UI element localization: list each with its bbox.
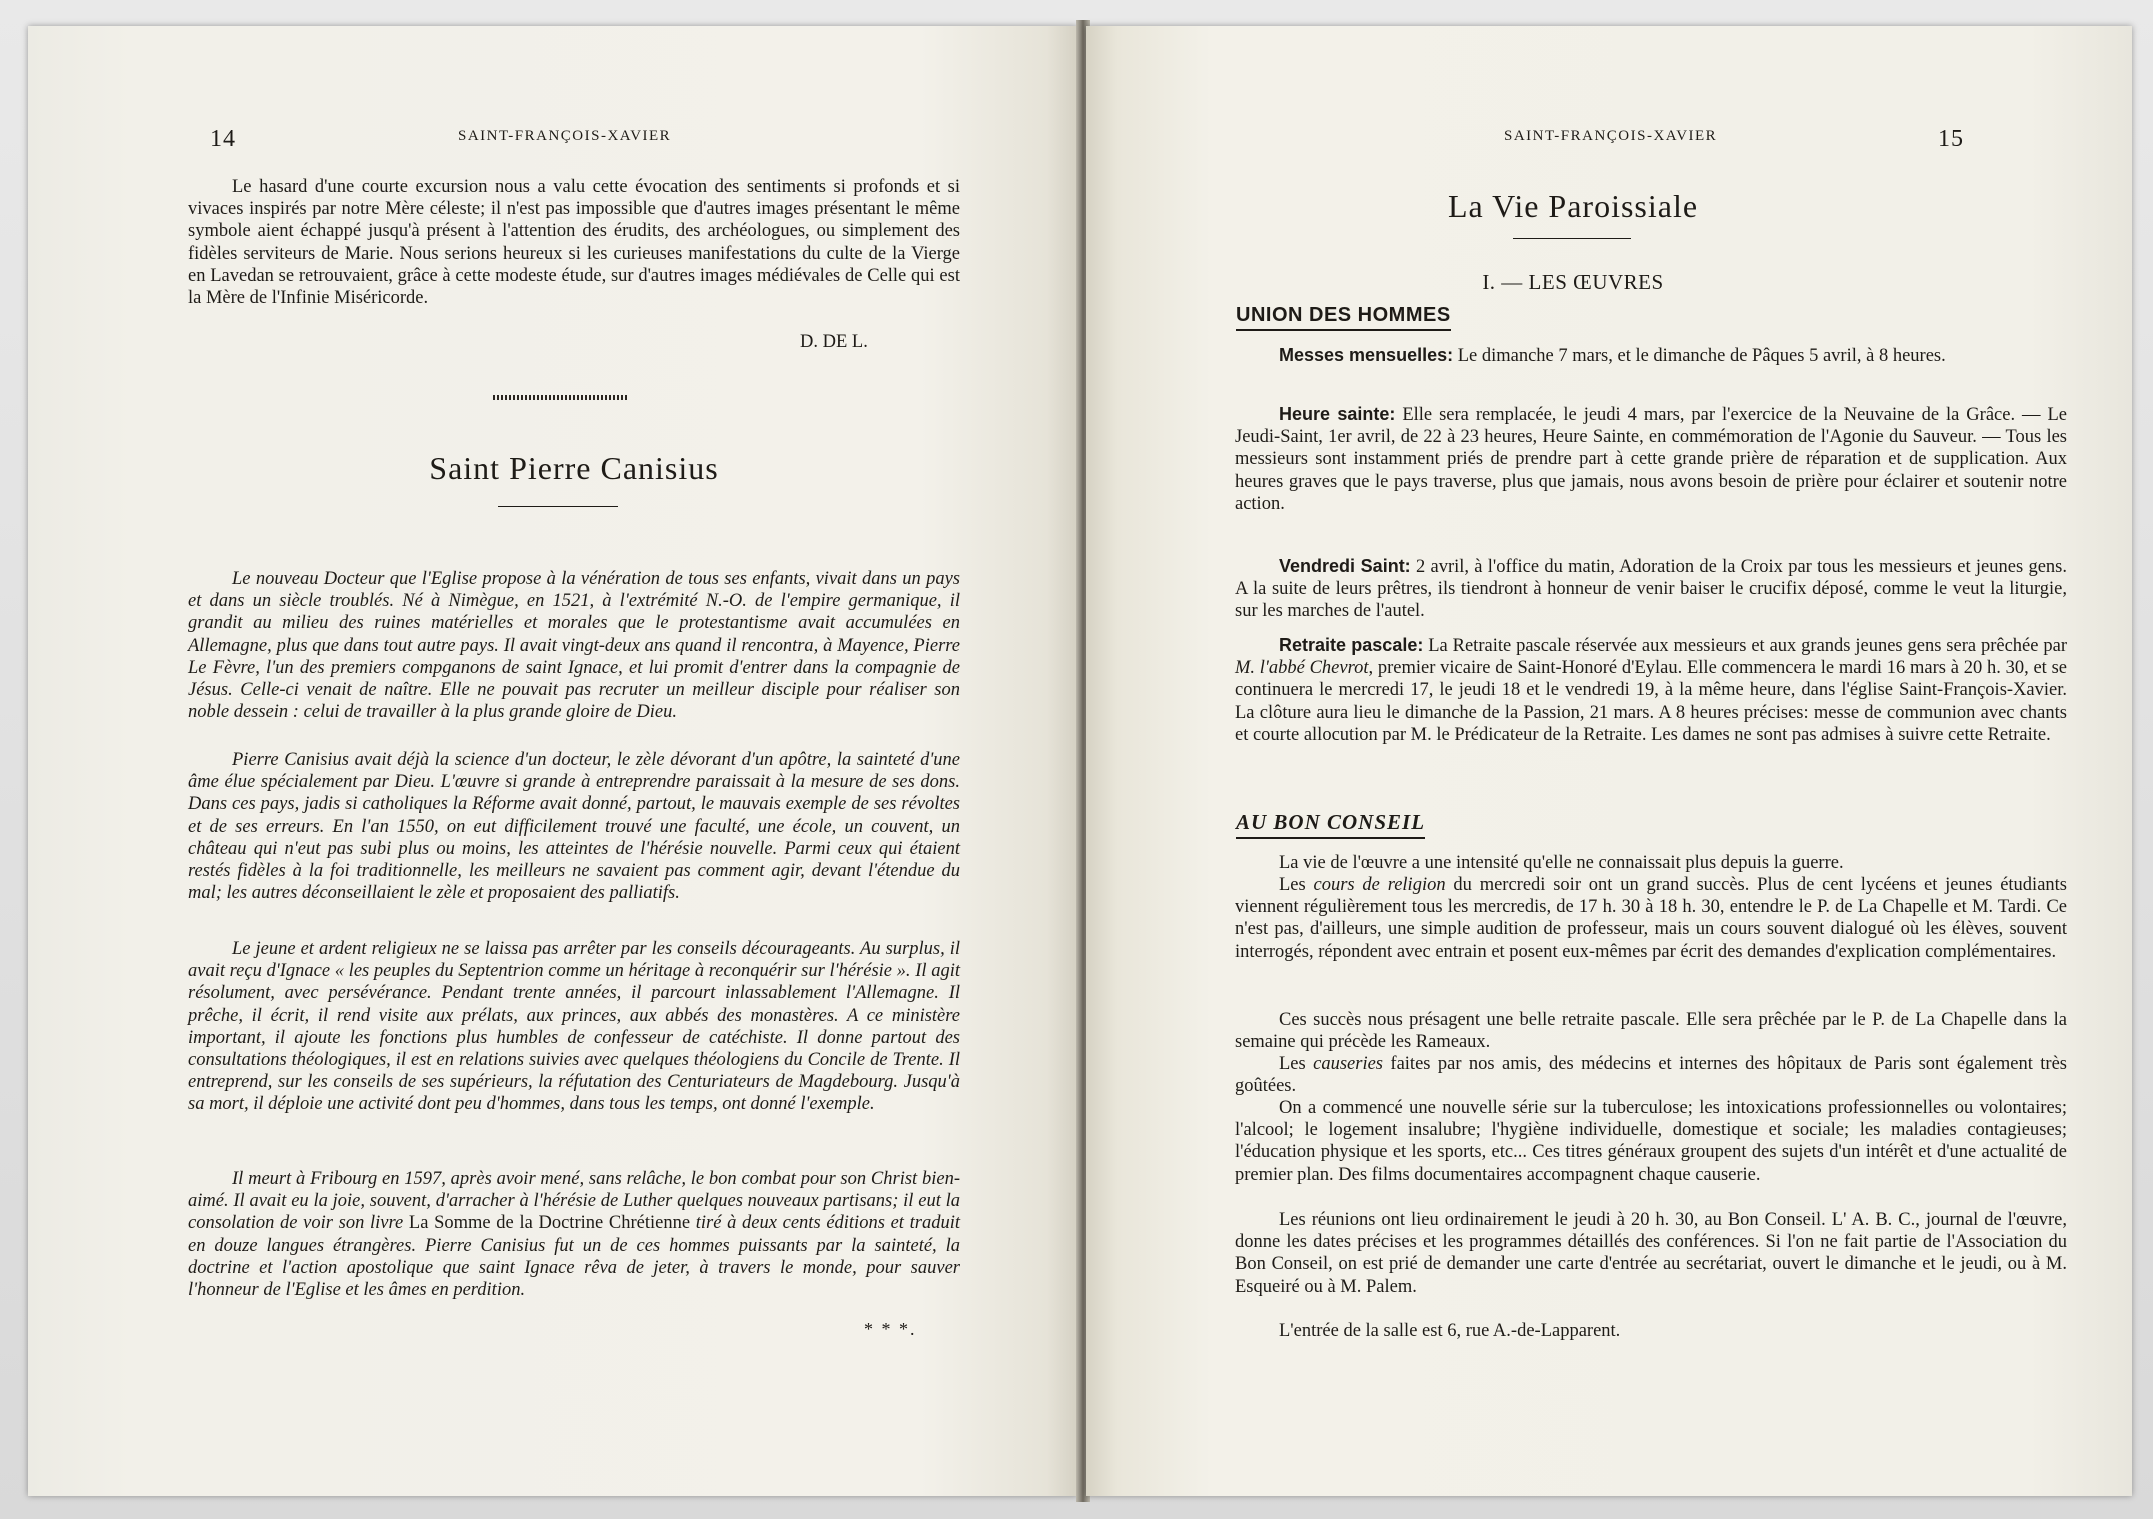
right-page <box>1086 26 2132 1496</box>
conseil-paragraph-5: On a commencé une nouvelle série sur la tuberculose; les intoxications professionnelles ou volontaires; l'alcool; le logement insalubre; l'hygiène individuelle, domestique et sociale; les maladies contagieuses; l'éducation physique et les sports, etc... Ces titres généraux groupent des sujets d'un intérêt et d'une actualité de premier plan. Des films documentaires accompagnent chaque causerie. <box>1235 1098 2067 1185</box>
paragraph-text: Il meurt à Fribourg en 1597, après avoir mené, sans relâche, le bon combat pour son Christ bien-aimé. Il avait eu la joie, souvent, d'arracher à l'hérésie de Luther quelques nouveaux partisans; il eut la consolation de voir son livre <box>188 1169 960 1234</box>
messes-paragraph <box>1235 344 2067 367</box>
union-des-hommes-heading: UNION DES HOMMES <box>1236 304 1451 331</box>
paragraph-text: Les <box>1279 1054 1314 1074</box>
article-title: Saint Pierre Canisius <box>429 450 719 486</box>
conseil-paragraph-1: La vie de l'œuvre a une intensité qu'elle ne connaissait plus depuis la guerre. <box>1279 853 1844 873</box>
retraite-label: Retraite pascale: <box>1279 635 1424 655</box>
paragraph-text: Les <box>1279 875 1314 895</box>
running-head: SAINT-FRANÇOIS-XAVIER <box>458 128 672 144</box>
vendredi-saint-paragraph <box>1235 555 2067 623</box>
article-paragraph-2: Pierre Canisius avait déjà la science d'un docteur, le zèle dévorant d'un apôtre, la sainteté d'une âme élue spécialement par Dieu. L'œuvre si grande à entreprendre paraissait à la mesure de ses dons. Dans ces pays, jadis si catholiques la Réforme avait donné, partout, le mauvais exemple de ses révoltes et de ses erreurs. En l'an 1550, on eut difficilement trouvé une faculté, une école, un couvent, un château qui n'eut pas subi plus ou moins, les atteintes de l'hérésie nouvelle. Parmi ceux qui étaient restés fidèles à la foi traditionnelle, les meilleurs ne savaient pas comment agir, devant l'étendue du mal; les autres déconseillaient le zèle et proposaient des palliatifs. <box>188 750 960 904</box>
courses-label: cours de religion <box>1313 875 1446 895</box>
vendredi-saint-text: 2 avril, à l'office du matin, Adoration de la Croix par tous les messieurs et jeunes gens. A la suite de leurs prêtres, ils tiendront à honneur de venir baiser le crucifix déposé, comme le veut la liturgie, sur les marches de l'autel. <box>1235 557 2067 622</box>
preacher-name: M. l'abbé Chevrot <box>1235 658 1369 679</box>
end-asterisks: * * *. <box>864 1319 917 1339</box>
messes-text: Le dimanche 7 mars, et le dimanche de Pâques 5 avril, à 8 heures. <box>1453 346 1946 366</box>
book-title: La Somme de la Doctrine Chrétienne <box>408 1213 691 1234</box>
heure-sainte-text: Elle sera remplacée, le jeudi 4 mars, par l'exercice de la Neuvaine de la Grâce. — Le Jeudi-Saint, 1er avril, de 22 à 23 heures, Heure Sainte, en commémoration de l'Agonie du Sauveur. — Tous les messieurs sont instamment priés de prendre part à cette grande prière de réparation et de supplication. Aux heures graves que le pays traverse, plus que jamais, nous avons besoin de prière pour éclairer et soutenir notre action. <box>1235 405 2067 514</box>
article-paragraph-1: Le nouveau Docteur que l'Eglise propose à la vénération de tous ses enfants, vivait dans un pays et dans un siècle troublés. Né à Nimègue, en 1521, à l'extrémité N.-O. de l'empire germanique, il grandit au milieu des ruines matérielles et morales que le protestantisme avait accumulées en Allemagne, plus que dans tout autre pays. Il avait vingt-deux ans quand il rencontra, à Mayence, Pierre Le Fèvre, l'un des premiers compganons de saint Ignace, et lui promit d'entrer dans la compagnie de Jésus. Celle-ci venait de naître. Elle ne pouvait pas recruter un meilleur disciple pour réaliser son noble dessein : celui de travailler à la plus grande gloire de Dieu. <box>188 569 960 723</box>
retraite-text: , premier vicaire de Saint-Honoré d'Eylau. Elle commencera le mardi 16 mars à 20 h. 30, et se continuera le mercredi 17, le jeudi 18 et le vendredi 19, à la même heure, dans l'église Saint-François-Xavier. La clôture aura lieu le dimanche de la Passion, 21 mars. A 8 heures précises: messe de communion avec chants et courte allocution par M. le Prédicateur de la Retraite. Les dames ne sont pas admises à suivre cette Retraite. <box>1235 658 2067 745</box>
title-rule <box>498 506 618 507</box>
page-number: 14 <box>210 126 236 152</box>
retraite-paragraph <box>1235 634 2067 746</box>
heure-sainte-label: Heure sainte: <box>1279 404 1396 424</box>
causeries-label: causeries <box>1313 1054 1383 1074</box>
running-head: SAINT-FRANÇOIS-XAVIER <box>1504 128 1718 144</box>
works-heading: I. — LES ŒUVRES <box>1482 270 1664 294</box>
paragraph-text: faites par nos amis, des médecins et internes des hôpitaux de Paris sont également très goûtées. <box>1235 1054 2067 1097</box>
vendredi-saint-label: Vendredi Saint: <box>1279 556 1411 576</box>
conseil-paragraph-6: Les réunions ont lieu ordinairement le jeudi à 20 h. 30, au Bon Conseil. L' A. B. C., journal de l'œuvre, donne les dates précises et les programmes détaillés des conférences. Si l'on ne fait partie de l'Association du Bon Conseil, on est prié de demander une carte d'entrée au secrétariat, ouvert le dimanche et le jeudi, ou à M. Esqueiré ou à M. Palem. <box>1235 1210 2067 1297</box>
messes-label: Messes mensuelles: <box>1279 345 1454 365</box>
heure-sainte-paragraph <box>1235 403 2067 515</box>
retraite-text: La Retraite pascale réservée aux messieurs et aux grands jeunes gens sera prêchée par <box>1423 636 2067 656</box>
left-page <box>28 26 1078 1496</box>
conseil-paragraph-4 <box>1235 1053 2067 1097</box>
article-paragraph-3: Le jeune et ardent religieux ne se laissa pas arrêter par les conseils décourageants. Au surplus, il avait reçu d'Ignace « les peuples du Septentrion comme un héritage à reconquérir sur l'hérésie ». Il agit résolument, avec persévérance. Pendant trente années, il parcourt inlassablement l'Allemagne. Il prêche, il écrit, il rend visite aux prélats, aux princes, aux abbés des monastères. A ce ministère important, il ajoute les fonctions plus humbles de confesseur de catéchiste. Il donne partout des consultations théologiques, il est en relations suivies avec quelques théologiens du Concile de Trente. Il entreprend, sur les conseils de ses supérieurs, la réfutation des Centuriateurs de Magdebourg. Jusqu'à sa mort, il déploie une activité dont peu d'hommes, dans tous les temps, ont donné l'exemple. <box>188 939 960 1115</box>
paragraph-text: du mercredi soir ont un grand succès. Plus de cent lycéens et jeunes étudiants viennent régulièrement tous les mercredis, de 17 h. 30 à 18 h. 30, entendre le P. de La Chapelle et M. Tardi. Ce n'est pas, d'ailleurs, une simple audition de professeur, mais un cours souvent dialogué où les élèves, souvent interrogés, répondent avec entrain et posent eux-mêmes par écrit des demandes d'explication complémentaires. <box>1235 875 2067 962</box>
au-bon-conseil-heading: AU BON CONSEIL <box>1236 810 1425 839</box>
section-separator <box>493 395 629 400</box>
intro-paragraph: Le hasard d'une courte excursion nous a valu cette évocation des sentiments si profonds et si vivaces inspirés par notre Mère céleste; il n'est pas impossible que d'autres images présentant le même symbole aient échappé jusqu'à présent à l'attention des érudits, des archéologues, ou simplement des fidèles serviteurs de Marie. Nous serions heureux si les curieuses manifestations du culte de la Vierge en Lavedan se retrouvaient, grâce à cette modeste étude, sur d'autres images médiévales de Celle qui est la Mère de l'Infinie Miséricorde. <box>188 177 960 309</box>
page-number: 15 <box>1938 126 1964 152</box>
conseil-paragraph-3: Ces succès nous présagent une belle retraite pascale. Elle sera prêchée par le P. de La Chapelle dans la semaine qui précède les Rameaux. <box>1235 1010 2067 1053</box>
section-title: La Vie Paroissiale <box>1447 188 1699 224</box>
author-signature: D. DE L. <box>800 332 868 352</box>
conseil-paragraph-7: L'entrée de la salle est 6, rue A.-de-Lapparent. <box>1279 1321 1621 1341</box>
article-paragraph-4 <box>188 1168 960 1301</box>
conseil-paragraph-2 <box>1235 874 2067 963</box>
paragraph-text: tiré à deux cents éditions et traduit en douze langues étrangères. Pierre Canisius fut un de ces hommes puissants par la sainteté, la doctrine et l'action apostolique que saint Ignace rêva de jeter, à travers le monde, pour sauver l'honneur de l'Eglise et les âmes en perdition. <box>188 1213 960 1301</box>
title-rule <box>1513 238 1631 239</box>
